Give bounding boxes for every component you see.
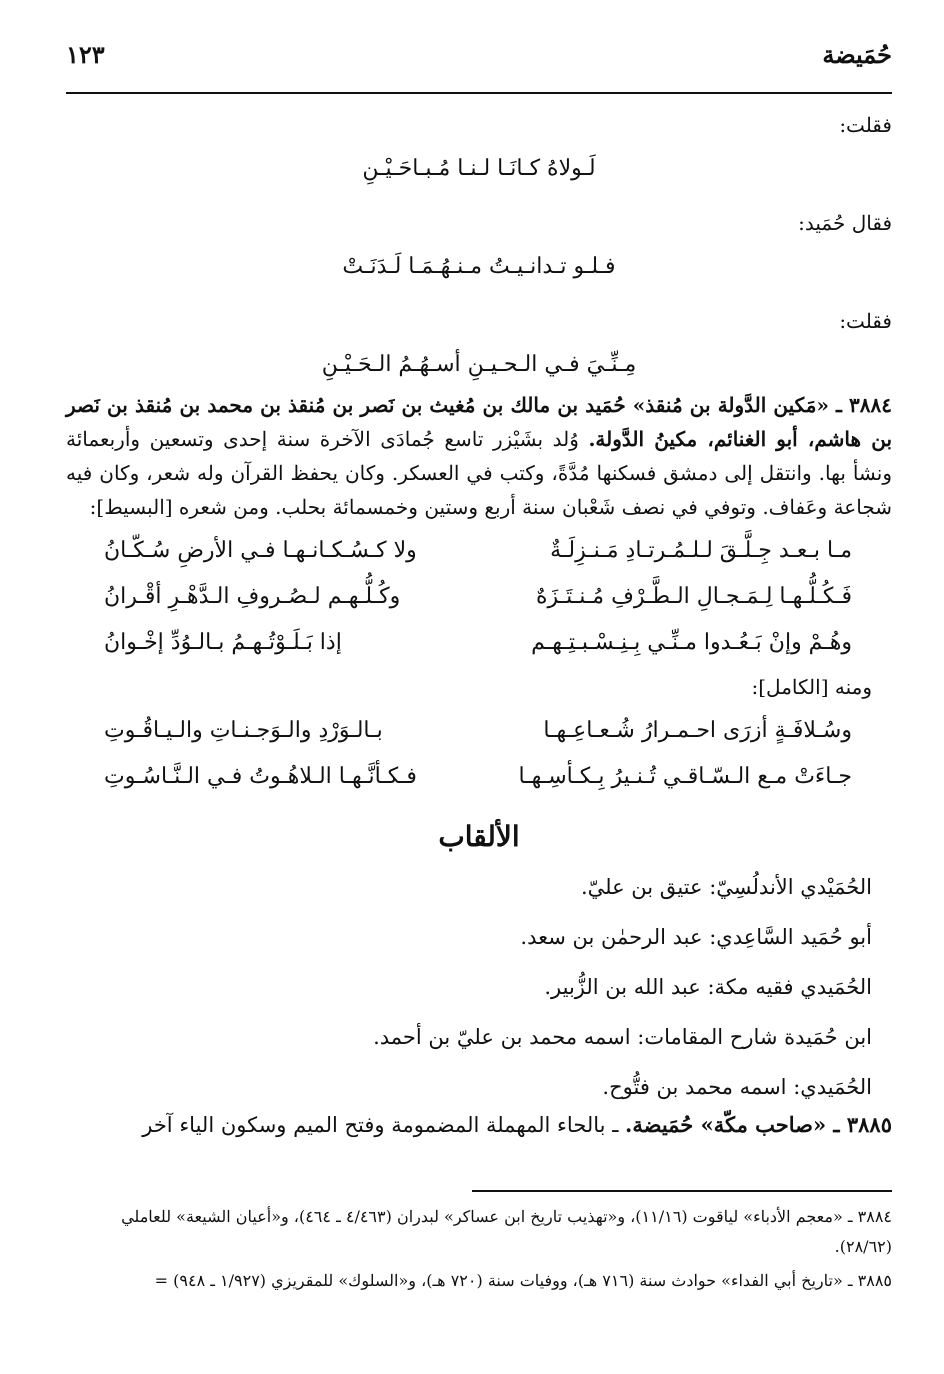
dialogue-verse-1: لَـولاهُ كـانَـا لـنـا مُـبـاحَـيْـنِ (362, 156, 596, 181)
footnotes (66, 1202, 892, 1300)
alqab-entry: الحُمَيْدي الأندلُسِيّ: عتيق بن عليّ. (580, 875, 872, 899)
entry-3885 (66, 1108, 892, 1142)
dialogue-label-1: فقلت: (839, 113, 892, 137)
entry-3884 (66, 388, 892, 524)
hemistich-first: مـا بـعـد جِـلَّـقَ لـلـمُـرتـادِ مَـنـزِلَـةٌ (550, 538, 852, 563)
poem-kamil-label: ومنه [الكامل]: (751, 675, 872, 699)
footnote: ٣٨٨٤ ـ «معجم الأدباء» لياقوت (١١/١٦)، و«تهذيب تاريخ ابن عساكر» لبدران (٤/٤٦٣ ـ ٤٦٤)، و«أعيان الشيعة» للعاملي (٢٨/٦٢). (121, 1207, 892, 1256)
hemistich-second: ولا كـسُـكـانـهـا فـي الأرضِ سُـكّـانُ (104, 538, 417, 563)
dialogue-label-2: فقال حُمَيد: (798, 211, 892, 235)
entry-3884-heading: ٣٨٨٤ ـ «مَكين الدَّولة بن مُنقذ» حُمَيد بن مالك بن مُغيث بن نَصر بن مُنقذ بن محمد بن مُنقذ بن نَصر بن هاشم، أبو الغنائم، مكينُ الدَّولة. (66, 393, 893, 451)
entry-3885-body: ـ بالحاء المهملة المضمومة وفتح الميم وسكون الياء آخر (142, 1113, 619, 1137)
footnote-rule (472, 1190, 892, 1192)
dialogue-verse-2: فـلـو تـدانـيـتُ مـنـهُـمَـا لَـدَنَـتْ (342, 254, 616, 279)
poem-line (66, 754, 892, 800)
entry-3885-heading: ٣٨٨٥ ـ «صاحب مكّة» حُمَيضة. (625, 1112, 892, 1137)
hemistich-first: وهُـمْ وإنْ بَـعُـدوا مـنِّـي بِـنِـسْـبـتِـهـم (531, 630, 852, 655)
hemistich-first: فَـكُـلُّـهـا لِـمَـجـالِ الـطَّـرْفِ مُـنـتَـزَهٌ (536, 584, 852, 609)
footnote: ٣٨٨٥ ـ «تاريخ أبي الفداء» حوادث سنة (٧١٦ هـ)، ووفيات سنة (٧٢٠ هـ)، و«السلوك» للمقريزي (١/٩٢٧ ـ ٩٤٨) = (154, 1271, 892, 1290)
dialogue-verse-3: مِـنِّـيَ فـي الـحـيـنِ أسـهُـمُ الـحَـيْـنِ (321, 352, 637, 377)
alqab-entry: الحُمَيدي فقيه مكة: عبد الله بن الزُّبير. (544, 975, 872, 999)
hemistich-second: وكُـلُّـهـم لـصُـروفِ الـدَّهْـرِ أقْـرانُ (104, 584, 401, 609)
poem-kamil (66, 708, 892, 800)
hemistich-second: بـالـوَرْدِ والـوَجـنـاتِ والـيـاقُـوتِ (104, 718, 383, 743)
poem-line (66, 620, 892, 666)
main-text (66, 104, 892, 1142)
hemistich-first: وسُـلافَـةٍ أزرَى احـمـرارُ شُـعـاعِـهـا (543, 718, 852, 743)
page-header (66, 40, 892, 88)
page-number: ١٢٣ (66, 40, 105, 69)
entry-3884-body: وُلد بشَيْزر تاسع جُمادَى الآخرة سنة إحدى وتسعين وأربعمائة ونشأ بها. وانتقل إلى دمشق فسكنها مُدَّةً، وكتب في العسكر. وكان يحفظ القرآن وله شعر، وكان فيه شجاعة وعَفاف. وتوفي في نصف شَعْبان سنة أربع وستين وخمسمائة بحلب. ومن شعره [البسيط]: (66, 427, 892, 519)
poem-line (66, 708, 892, 754)
alqab-entry: ابن حُمَيدة شارح المقامات: اسمه محمد بن عليّ بن أحمد. (373, 1025, 872, 1049)
header-rule (66, 92, 892, 94)
poem-line (66, 574, 892, 620)
hemistich-second: فـكـأنَّـهـا الـلاهُـوتُ فـي الـنَّـاسُـوتِ (104, 764, 417, 789)
section-title: الألقاب (438, 820, 520, 853)
alqab-entry: أبو حُمَيد السَّاعِدي: عبد الرحمٰن بن سعد. (520, 925, 872, 949)
hemistich-first: جـاءَتْ مـع الـسّـاقـي تُـنـيرُ بِـكـأسِـهـا (518, 764, 852, 789)
hemistich-second: إذا بَـلَـوْتُـهـمُ بـالـوُدِّ إخْـوانُ (104, 630, 342, 655)
alqab-entry: الحُمَيدي: اسمه محمد بن فتُّوح. (602, 1075, 872, 1099)
running-title: حُمَيضة (822, 40, 892, 69)
poem-basit (66, 528, 892, 666)
dialogue-label-3: فقلت: (839, 309, 892, 333)
poem-line (66, 528, 892, 574)
